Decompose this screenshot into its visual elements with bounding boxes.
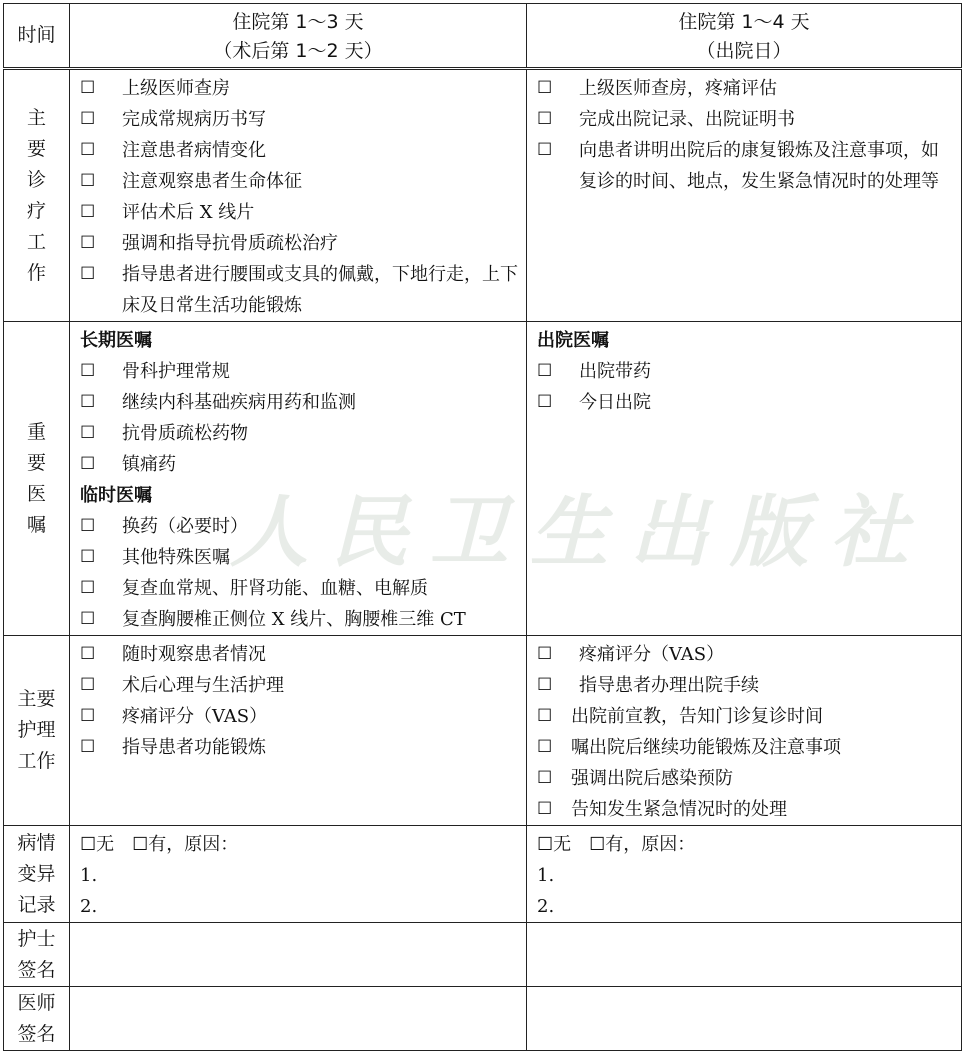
discharge-day-title: 住院第 1～4 天 xyxy=(678,11,810,33)
doctor-signature-day1-3[interactable] xyxy=(70,987,527,1051)
list-item: ☐ 指导患者进行腰围或支具的佩戴，下地行走，上下床及日常生活功能锻炼 xyxy=(80,259,518,321)
list-item: ☐ 随时观察患者情况 xyxy=(80,639,518,670)
list-item: ☐ 骨科护理常规 xyxy=(80,356,518,387)
variance-choice[interactable]: ☐无 ☐有，原因： xyxy=(537,834,696,855)
day1-3-title: 住院第 1～3 天 xyxy=(232,11,364,33)
checkbox[interactable]: ☐ xyxy=(80,547,96,567)
checkbox[interactable]: ☐ xyxy=(537,109,553,129)
variance-label: 病情 变异 记录 xyxy=(4,826,70,923)
checkbox[interactable]: ☐ xyxy=(537,737,553,757)
list-item: ☐ 疼痛评分（VAS） xyxy=(537,639,953,670)
list-item: ☐ 抗骨质疏松药物 xyxy=(80,418,518,449)
doctor-signature-label: 医师 签名 xyxy=(4,987,70,1051)
checkbox[interactable]: ☐ xyxy=(80,737,96,757)
variance-line-2: 2. xyxy=(80,896,98,917)
checkbox[interactable]: ☐ xyxy=(80,423,96,443)
list-item: ☐ 告知发生紧急情况时的处理 xyxy=(537,794,953,825)
checkbox[interactable]: ☐ xyxy=(80,109,96,129)
variance-line-2: 2. xyxy=(537,896,555,917)
list-item: ☐ 上级医师查房，疼痛评估 xyxy=(537,73,953,104)
checkbox[interactable]: ☐ xyxy=(80,644,96,664)
nurse-signature-row xyxy=(4,923,962,987)
checkbox[interactable]: ☐ xyxy=(537,768,553,788)
day1-3-subtitle: （术后第 1～2 天） xyxy=(213,40,383,62)
discharge-day-subtitle: （出院日） xyxy=(696,40,792,62)
list-item: ☐ 镇痛药 xyxy=(80,449,518,480)
checkbox[interactable]: ☐ xyxy=(80,675,96,695)
long-term-orders-title: 长期医嘱 xyxy=(80,330,152,351)
checkbox[interactable]: ☐ xyxy=(80,516,96,536)
list-item: ☐ 出院前宣教，告知门诊复诊时间 xyxy=(537,701,953,732)
variance-row xyxy=(4,826,962,923)
checkbox[interactable]: ☐ xyxy=(80,706,96,726)
discharge-orders-title: 出院医嘱 xyxy=(537,330,609,351)
list-item: ☐ 完成出院记录、出院证明书 xyxy=(537,104,953,135)
orders-label: 重 要 医 嘱 xyxy=(4,322,70,636)
list-item: ☐ 评估术后 X 线片 xyxy=(80,197,518,228)
nurse-signature-label: 护士 签名 xyxy=(4,923,70,987)
nursing-day1-3 xyxy=(70,636,527,826)
list-item: ☐ 强调和指导抗骨质疏松治疗 xyxy=(80,228,518,259)
checkbox[interactable]: ☐ xyxy=(537,675,553,695)
doctor-signature-discharge[interactable] xyxy=(527,987,962,1051)
list-item: ☐ 出院带药 xyxy=(537,356,953,387)
header-row xyxy=(4,4,962,69)
list-item: ☐ 上级医师查房 xyxy=(80,73,518,104)
checkbox[interactable]: ☐ xyxy=(80,140,96,160)
checkbox[interactable]: ☐ xyxy=(537,392,553,412)
main-work-discharge xyxy=(527,69,962,322)
variance-line-1: 1. xyxy=(537,865,555,886)
orders-day1-3 xyxy=(70,322,527,636)
list-item: ☐ 其他特殊医嘱 xyxy=(80,542,518,573)
checkbox[interactable]: ☐ xyxy=(537,140,553,160)
main-work-day1-3 xyxy=(70,69,527,322)
variance-day1-3 xyxy=(70,826,527,923)
discharge-day-header xyxy=(527,4,962,69)
checkbox[interactable]: ☐ xyxy=(80,361,96,381)
variance-line-1: 1. xyxy=(80,865,98,886)
checkbox[interactable]: ☐ xyxy=(537,644,553,664)
list-item: ☐ 强调出院后感染预防 xyxy=(537,763,953,794)
list-item: ☐ 继续内科基础疾病用药和监测 xyxy=(80,387,518,418)
list-item: ☐ 术后心理与生活护理 xyxy=(80,670,518,701)
variance-choice[interactable]: ☐无 ☐有，原因： xyxy=(80,834,239,855)
time-header: 时间 xyxy=(4,4,70,69)
nursing-row xyxy=(4,636,962,826)
checkbox[interactable]: ☐ xyxy=(80,171,96,191)
publisher-watermark: 人民卫生出版社 xyxy=(230,487,931,578)
list-item: ☐ 复查血常规、肝肾功能、血糖、电解质 xyxy=(80,573,518,604)
list-item: ☐ 疼痛评分（VAS） xyxy=(80,701,518,732)
orders-discharge xyxy=(527,322,962,636)
main-work-row xyxy=(4,69,962,322)
checkbox[interactable]: ☐ xyxy=(80,264,96,284)
checkbox[interactable]: ☐ xyxy=(537,361,553,381)
list-item: ☐ 完成常规病历书写 xyxy=(80,104,518,135)
checkbox[interactable]: ☐ xyxy=(80,392,96,412)
list-item: ☐ 换药（必要时） xyxy=(80,511,518,542)
checkbox[interactable]: ☐ xyxy=(80,578,96,598)
list-item: ☐ 复查胸腰椎正侧位 X 线片、胸腰椎三维 CT xyxy=(80,604,518,635)
nurse-signature-discharge[interactable] xyxy=(527,923,962,987)
orders-row xyxy=(4,322,962,636)
doctor-signature-row xyxy=(4,987,962,1051)
temporary-orders-title: 临时医嘱 xyxy=(80,485,152,506)
nursing-label: 主要 护理 工作 xyxy=(4,636,70,826)
checkbox[interactable]: ☐ xyxy=(80,78,96,98)
main-work-label: 主 要 诊 疗 工 作 xyxy=(4,69,70,322)
checkbox[interactable]: ☐ xyxy=(537,799,553,819)
list-item: ☐ 指导患者办理出院手续 xyxy=(537,670,953,701)
checkbox[interactable]: ☐ xyxy=(80,454,96,474)
checkbox[interactable]: ☐ xyxy=(80,609,96,629)
list-item: ☐ 今日出院 xyxy=(537,387,953,418)
day1-3-header xyxy=(70,4,527,69)
variance-discharge xyxy=(527,826,962,923)
list-item: ☐ 向患者讲明出院后的康复锻炼及注意事项，如复诊的时间、地点，发生紧急情况时的处理等 xyxy=(537,135,953,197)
checkbox[interactable]: ☐ xyxy=(537,706,553,726)
checkbox[interactable]: ☐ xyxy=(537,78,553,98)
clinical-pathway-table xyxy=(3,3,962,1051)
list-item: ☐ 注意观察患者生命体征 xyxy=(80,166,518,197)
checkbox[interactable]: ☐ xyxy=(80,202,96,222)
list-item: ☐ 指导患者功能锻炼 xyxy=(80,732,518,763)
nurse-signature-day1-3[interactable] xyxy=(70,923,527,987)
checkbox[interactable]: ☐ xyxy=(80,233,96,253)
list-item: ☐ 嘱出院后继续功能锻炼及注意事项 xyxy=(537,732,953,763)
list-item: ☐ 注意患者病情变化 xyxy=(80,135,518,166)
nursing-discharge xyxy=(527,636,962,826)
